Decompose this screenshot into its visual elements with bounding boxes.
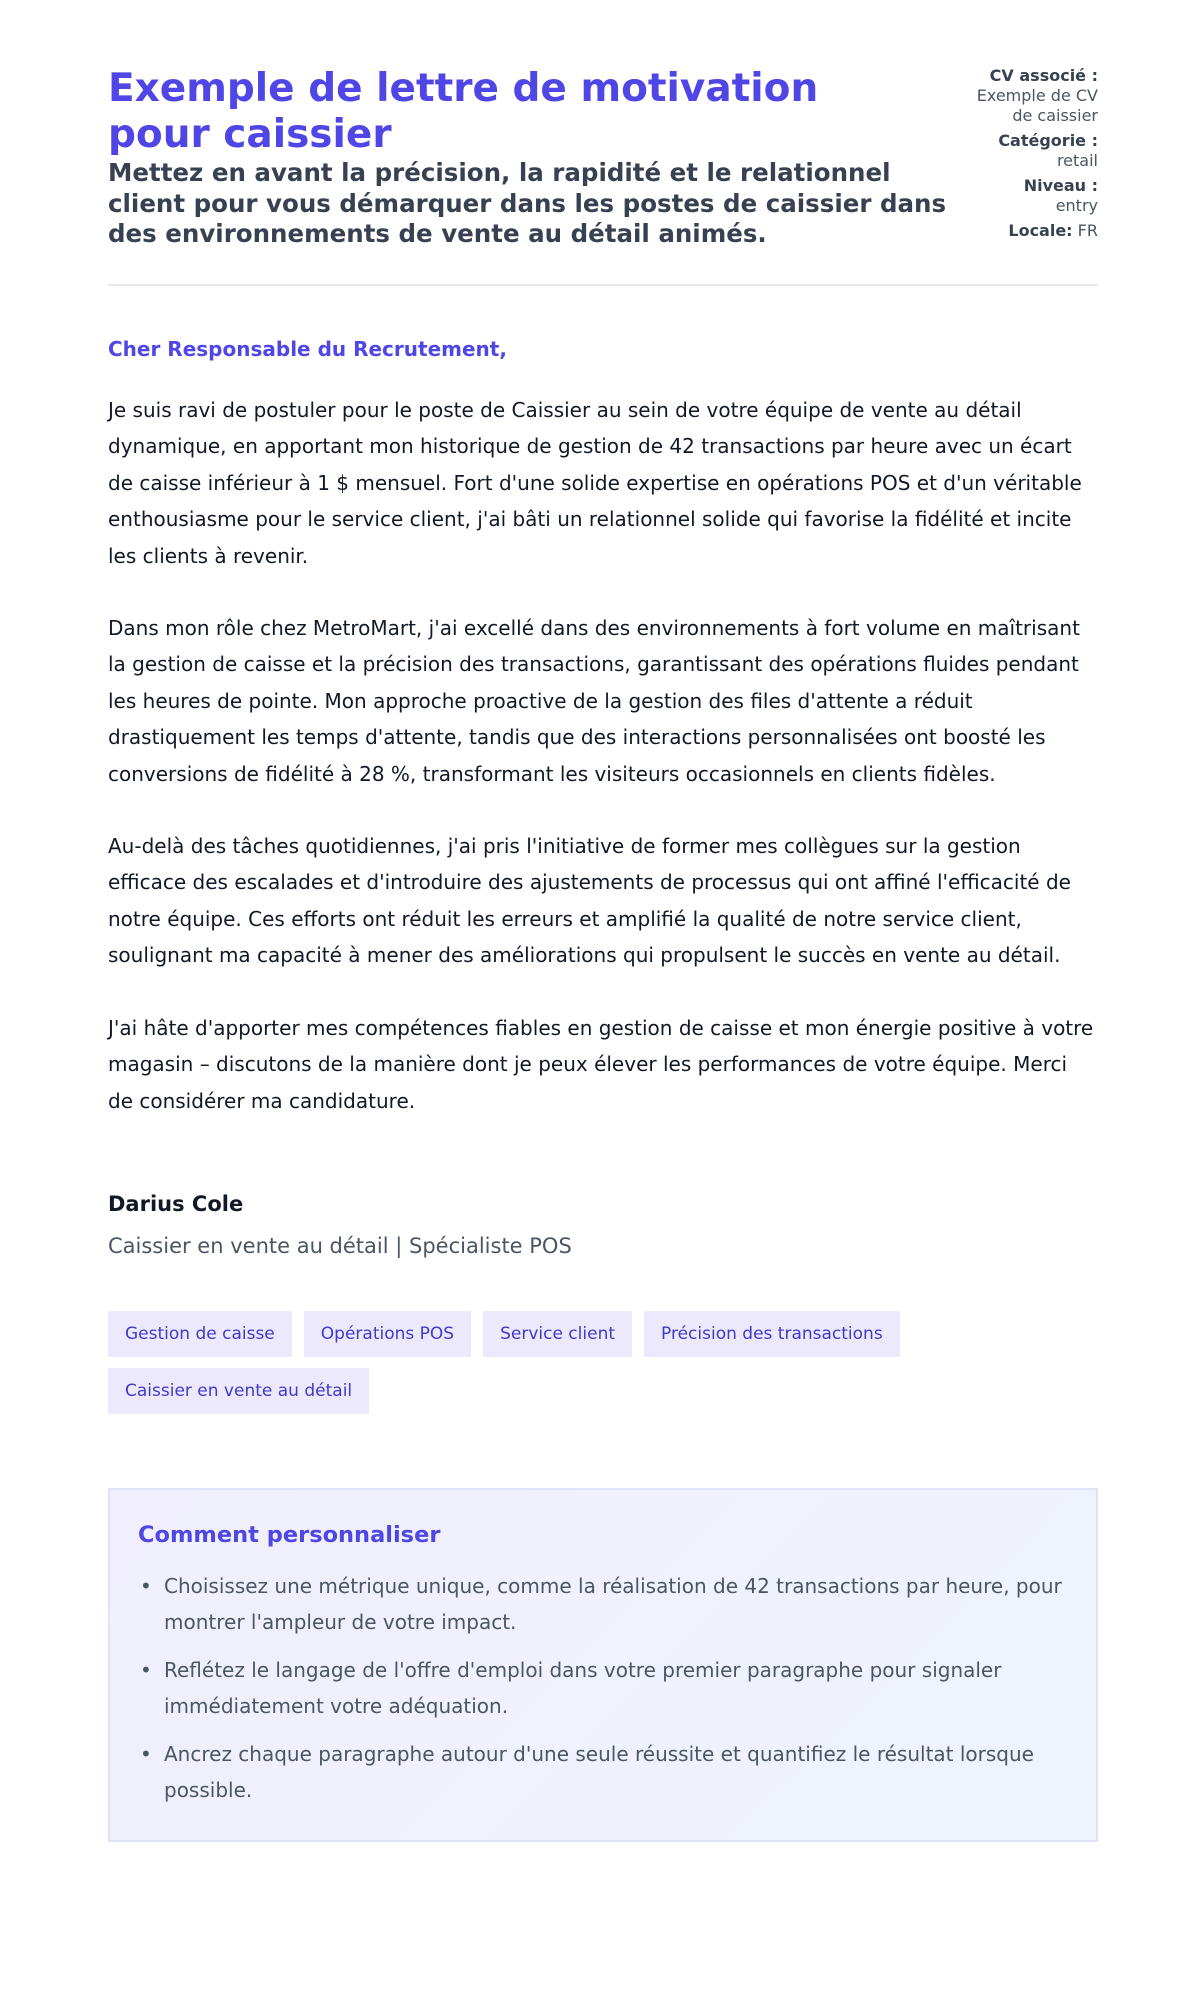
- tips-list: [138, 1568, 1068, 1808]
- letter-body: [108, 392, 1098, 1119]
- signature-role: Caissier en vente au détail | Spécialiste POS: [108, 1233, 572, 1258]
- meta-value: FR: [1077, 221, 1098, 240]
- meta-panel: [958, 66, 1098, 246]
- skill-tag: Opérations POS: [304, 1311, 471, 1357]
- meta-level: [958, 176, 1098, 216]
- signature-name: Darius Cole: [108, 1191, 244, 1216]
- skill-tag: Caissier en vente au détail: [108, 1368, 369, 1414]
- tips-heading: Comment personnaliser: [138, 1521, 441, 1548]
- meta-value: retail: [1056, 151, 1098, 170]
- meta-value: Exemple de CV de caissier: [976, 86, 1098, 125]
- tip-item: • Reflétez le langage de l'offre d'emploi dans votre premier paragraphe pour signaler immédiatement votre adéquation.: [164, 1652, 1068, 1724]
- letter-paragraph: J'ai hâte d'apporter mes compétences fiables en gestion de caisse et mon énergie positive à votre magasin – discutons de la manière dont je peux élever les performances de votre équipe. Merci de considérer ma candidature.: [108, 1015, 1094, 1113]
- skill-tag: Service client: [483, 1311, 632, 1357]
- skill-tag: Gestion de caisse: [108, 1311, 292, 1357]
- meta-label: Locale:: [1008, 221, 1073, 240]
- letter-greeting: Cher Responsable du Recrutement,: [108, 337, 507, 361]
- page-title: Exemple de lettre de motivation pour caissier: [108, 66, 819, 157]
- page-subtitle: Mettez en avant la précision, la rapidité et le relationnel client pour vous démarquer dans les postes de caissier dans des environnements de vente au détail animés.: [108, 158, 947, 248]
- customization-tips-box: [108, 1488, 1098, 1842]
- meta-value: entry: [1055, 196, 1098, 215]
- tip-item: • Choisissez une métrique unique, comme la réalisation de 42 transactions par heure, pour montrer l'ampleur de votre impact.: [164, 1568, 1068, 1640]
- meta-related-cv: [958, 66, 1098, 126]
- meta-label: Niveau :: [1023, 176, 1098, 195]
- page-header: [108, 0, 1098, 286]
- skill-tag: Précision des transactions: [644, 1311, 900, 1357]
- tip-item: • Ancrez chaque paragraphe autour d'une seule réussite et quantifiez le résultat lorsque possible.: [164, 1736, 1068, 1808]
- skill-tags: [108, 1311, 1098, 1414]
- meta-label: Catégorie :: [998, 131, 1098, 150]
- meta-category: [958, 131, 1098, 171]
- cover-letter-page: [108, 0, 1098, 1842]
- meta-label: CV associé :: [989, 66, 1098, 85]
- letter-paragraph: Dans mon rôle chez MetroMart, j'ai excellé dans des environnements à fort volume en maîtrisant la gestion de caisse et la précision des transactions, garantissant des opérations fluides pendant les heures de pointe. Mon approche proactive de la gestion des files d'attente a réduit drastiquement les temps d'attente, tandis que des interactions personnalisées ont boosté les conversions de fidélité à 28 %, transformant les visiteurs occasionnels en clients fidèles.: [108, 616, 1080, 786]
- letter-paragraph: Au-delà des tâches quotidiennes, j'ai pris l'initiative de former mes collègues sur la gestion efficace des escalades et d'introduire des ajustements de processus qui ont affiné l'efficacité de notre équipe. Ces efforts ont réduit les erreurs et amplifié la qualité de notre service client, soulignant ma capacité à mener des améliorations qui propulsent le succès en vente au détail.: [108, 834, 1071, 968]
- letter-paragraph: Je suis ravi de postuler pour le poste de Caissier au sein de votre équipe de vente au détail dynamique, en apportant mon historique de gestion de 42 transactions par heure avec un écart de caisse inférieur à 1 $ mensuel. Fort d'une solide expertise en opérations POS et d'un véritable enthousiasme pour le service client, j'ai bâti un relationnel solide qui favorise la fidélité et incite les clients à revenir.: [108, 398, 1082, 568]
- meta-locale: [958, 221, 1098, 241]
